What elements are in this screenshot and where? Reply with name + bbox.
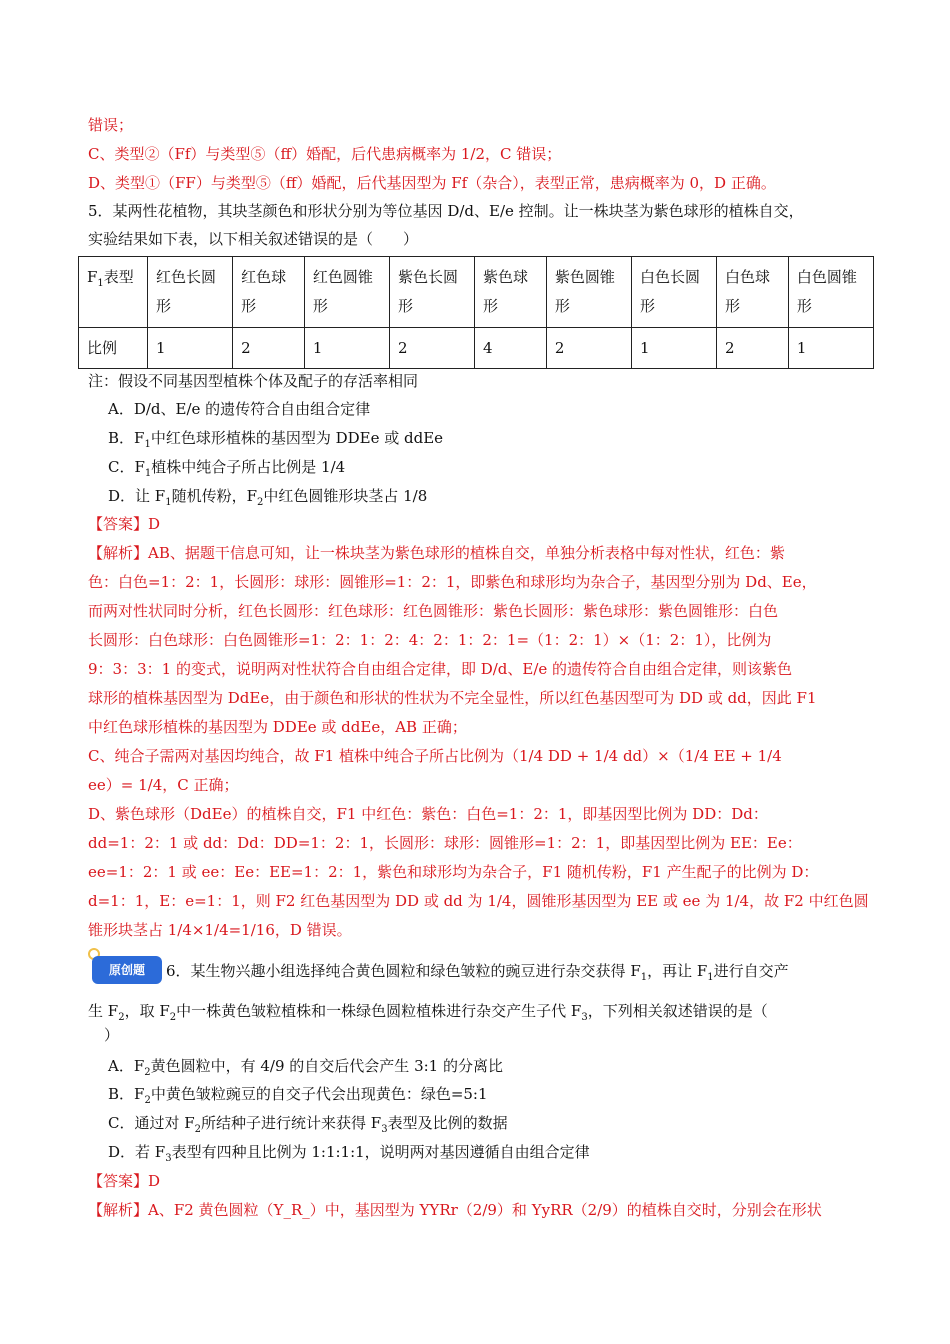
analysis-line: ee）= 1/4，C 正确； <box>88 776 239 794</box>
analysis-line: 锥形块茎占 1/4×1/4=1/16，D 错误。 <box>88 921 352 939</box>
table-header-cell: 红色球形 <box>233 257 305 328</box>
question-6-stem: ） <box>104 1026 120 1044</box>
option-b: B．$F_1$中红色球形植株的基因型为 DDEe 或 ddEe <box>108 429 444 450</box>
table-header-row <box>79 257 874 328</box>
question-6-stem: 6．某生物兴趣小组选择纯合黄色圆粒和绿色皱粒的豌豆进行杂交获得 $F_1$，再让 $F_1$进行自交产 <box>166 962 789 983</box>
table-header-cell: 紫色球形 <box>475 257 547 328</box>
option-c: C．$F_1$植株中纯合子所占比例是 1/4 <box>108 458 346 479</box>
table-header-cell: 白色球形 <box>717 257 789 328</box>
table-cell: 2 <box>389 328 474 369</box>
analysis-line: ee=1：2：1 或 ee：Ee：EE=1：2：1，紫色和球形均为杂合子，F1 随机传粉，F1 产生配子的比例为 D： <box>88 863 819 881</box>
table-row <box>79 328 874 369</box>
table-row-label: 比例 <box>79 328 148 369</box>
option-a: A．$F_2$黄色圆粒中，有 4/9 的自交后代会产生 3:1 的分离比 <box>108 1057 503 1078</box>
table-cell: 1 <box>631 328 716 369</box>
analysis-line: dd=1：2：1 或 dd：Dd：DD=1：2：1，长圆形：球形：圆锥形=1：2：1，即基因型比例为 EE：Ee： <box>88 834 802 852</box>
table-header-cell: 紫色圆锥形 <box>546 257 631 328</box>
table-header-cell: 白色圆锥形 <box>788 257 873 328</box>
analysis-line: 【解析】AB、据题干信息可知，让一株块茎为紫色球形的植株自交，单独分析表格中每对性状，红色：紫 <box>88 544 785 562</box>
option-c: C．通过对 $F_2$所结种子进行统计来获得 $F_3$表型及比例的数据 <box>108 1114 508 1135</box>
text-line: C、类型②（Ff）与类型⑤（ff）婚配，后代患病概率为 1/2，C 错误； <box>88 145 562 163</box>
question-5-stem: 5．某两性花植物，其块茎颜色和形状分别为等位基因 D/d、E/e 控制。让一株块茎为紫色球形的植株自交， <box>88 202 804 220</box>
table-cell: 1 <box>148 328 233 369</box>
table-header-cell: 红色圆锥形 <box>304 257 389 328</box>
analysis-line: C、纯合子需两对基因均纯合，故 F1 植株中纯合子所占比例为（1/4 DD + 1/4 dd）×（1/4 EE + 1/4 <box>88 747 782 765</box>
text-line: 错误； <box>88 116 134 134</box>
table-cell: 1 <box>304 328 389 369</box>
question-6-stem: 生 $F_2$，取 $F_2$中一株黄色皱粒植株和一株绿色圆粒植株进行杂交产生子代 $F_3$，下列相关叙述错误的是（ <box>88 1002 768 1023</box>
table-cell: 4 <box>475 328 547 369</box>
question-5-stem: 实验结果如下表，以下相关叙述错误的是（ ） <box>88 230 419 248</box>
option-b: B．$F_2$中黄色皱粒豌豆的自交子代会出现黄色：绿色=5:1 <box>108 1085 488 1106</box>
answer-label: 【答案】D <box>88 515 161 533</box>
answer-label: 【答案】D <box>88 1172 161 1190</box>
analysis-line: 长圆形：白色球形：白色圆锥形=1：2：1：2：4：2：1：2：1=（1：2：1）×（1：2：1），比例为 <box>88 631 772 649</box>
table-header-cell: $F_1$表型 <box>79 257 148 328</box>
table-note: 注：假设不同基因型植株个体及配子的存活率相同 <box>88 372 419 390</box>
table-cell: 2 <box>233 328 305 369</box>
analysis-line: d=1：1，E：e=1：1，则 F2 红色基因型为 DD 或 dd 为 1/4，圆锥形基因型为 EE 或 ee 为 1/4，故 F2 中红色圆 <box>88 892 869 910</box>
table-cell: 1 <box>788 328 873 369</box>
phenotype-table <box>78 256 874 369</box>
table-cell: 2 <box>546 328 631 369</box>
analysis-line: 9：3：3：1 的变式，说明两对性状符合自由组合定律，即 D/d、E/e 的遗传符合自由组合定律，则该紫色 <box>88 660 793 678</box>
table-header-cell: 紫色长圆形 <box>389 257 474 328</box>
table-header-cell: 白色长圆形 <box>631 257 716 328</box>
option-a: A．D/d、E/e 的遗传符合自由组合定律 <box>108 400 371 418</box>
analysis-line: D、紫色球形（DdEe）的植株自交，F1 中红色：紫色：白色=1：2：1，即基因型比例为 DD：Dd： <box>88 805 768 823</box>
analysis-line: 色：白色=1：2：1，长圆形：球形：圆锥形=1：2：1，即紫色和球形均为杂合子，基因型分别为 Dd、Ee， <box>88 573 817 591</box>
analysis-line: 中红色球形植株的基因型为 DDEe 或 ddEe，AB 正确； <box>88 718 467 736</box>
option-d: D．让 $F_1$随机传粉，$F_2$中红色圆锥形块茎占 1/8 <box>108 487 428 508</box>
analysis-line: 而两对性状同时分析，红色长圆形：红色球形：红色圆锥形：紫色长圆形：紫色球形：紫色圆锥形：白色 <box>88 602 779 620</box>
text-line: D、类型①（FF）与类型⑤（ff）婚配，后代基因型为 Ff（杂合），表型正常，患病概率为 0，D 正确。 <box>88 174 776 192</box>
original-question-badge: 原创题 <box>92 956 162 984</box>
table-cell: 2 <box>717 328 789 369</box>
analysis-line: 球形的植株基因型为 DdEe，由于颜色和形状的性状为不完全显性，所以红色基因型可为 DD 或 dd，因此 F1 <box>88 689 817 707</box>
table-header-cell: 红色长圆形 <box>148 257 233 328</box>
option-d: D．若 $F_3$表型有四种且比例为 1:1:1:1，说明两对基因遵循自由组合定律 <box>108 1143 590 1164</box>
analysis-line: 【解析】A、F2 黄色圆粒（Y_R_）中，基因型为 YYRr（2/9）和 YyRR（2/9）的植株自交时，分别会在形状 <box>88 1201 822 1219</box>
